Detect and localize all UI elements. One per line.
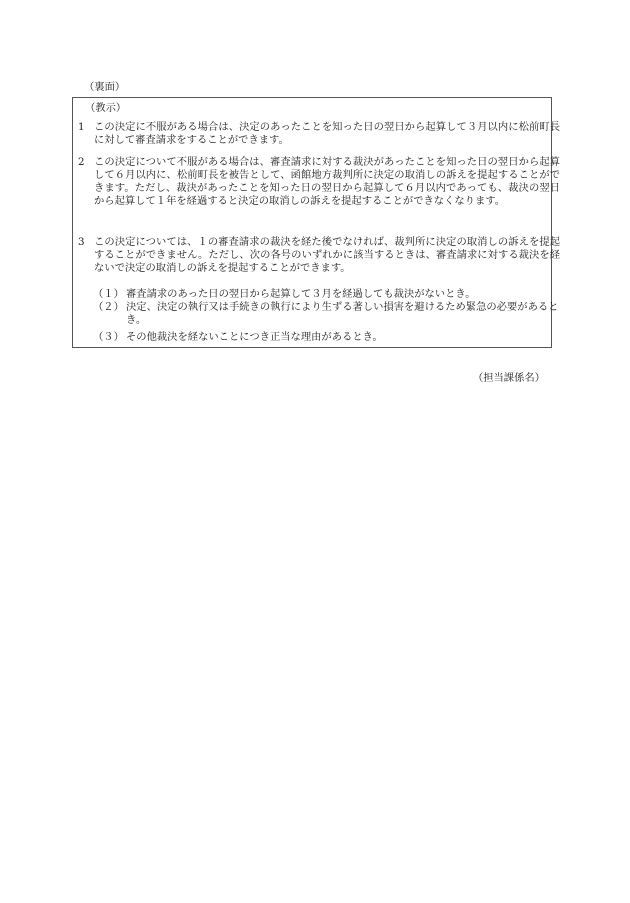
item-number: 3 bbox=[78, 236, 85, 248]
sub-item-text: 審査請求のあった日の翌日から起算して３月を経過しても裁決がないとき。 bbox=[126, 288, 476, 300]
sub-item-number: （２） bbox=[93, 301, 124, 313]
instruction-box bbox=[72, 97, 560, 348]
item-text: この決定について不服がある場合は、審査請求に対する裁決があったことを知った日の翌日から起算して６月以内に、松前町長を被告として、函館地方裁判所に決定の取消しの訴えを提起することができます。ただし、裁決があったことを知った日の翌日から起算して６月以内であっても、裁決の翌日から起算して１年を経過すると決定の取消しの訴えを提起することができなくなります。 bbox=[94, 156, 560, 207]
instruction-heading: （教示） bbox=[85, 102, 127, 114]
item-text: この決定については、１の審査請求の裁決を経た後でなければ、裁判所に決定の取消しの訴えを提起することができません。ただし、次の各号のいずれかに該当するときは、審査請求に対する裁決を経ないで決定の取消しの訴えを提起することができます。 bbox=[94, 236, 560, 274]
instruction-item-2 bbox=[78, 156, 560, 208]
instruction-item-3 bbox=[78, 236, 560, 275]
responsible-department-label: （担当課係名） bbox=[472, 372, 545, 384]
sub-item-number: （１） bbox=[93, 288, 124, 300]
sub-item-text: 決定、決定の執行又は手続きの執行により生ずる著しい損害を避けるため緊急の必要があるとき。 bbox=[126, 301, 559, 326]
item-number: 2 bbox=[78, 156, 85, 168]
instruction-item-1 bbox=[78, 121, 560, 147]
item-number: 1 bbox=[78, 121, 85, 133]
sub-item-number: （３） bbox=[93, 331, 124, 343]
sub-item-3 bbox=[93, 331, 577, 344]
item-text: この決定に不服がある場合は、決定のあったことを知った日の翌日から起算して３月以内に松前町長に対して審査請求をすることができます。 bbox=[94, 121, 560, 146]
page-side-label: （裏面） bbox=[84, 81, 126, 93]
sub-item-text: その他裁決を経ないことにつき正当な理由があるとき。 bbox=[126, 331, 383, 343]
sub-item-1 bbox=[93, 288, 577, 301]
sub-item-2 bbox=[93, 301, 577, 327]
